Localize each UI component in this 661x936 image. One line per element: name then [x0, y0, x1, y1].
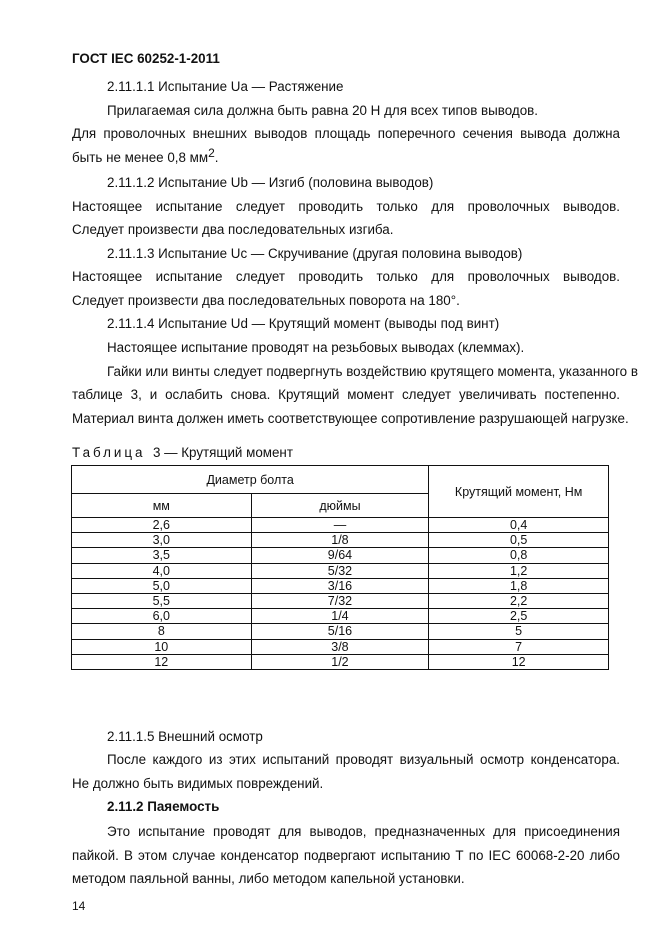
table-row: [72, 654, 609, 669]
paragraph-text: Следует произвести два последовательных поворота на 180°.: [72, 293, 460, 308]
table-cell-in: 1/2: [251, 654, 429, 669]
table-cell-mm: 2,6: [72, 518, 252, 533]
column-header-torque: Крутящий момент, Нм: [429, 466, 609, 518]
table-cell-torque: 2,5: [429, 609, 609, 624]
column-header-inches: дюймы: [251, 494, 429, 518]
paragraph-text: Не должно быть видимых повреждений.: [72, 776, 324, 791]
paragraph-text: Прилагаемая сила должна быть равна 20 Н для всех типов выводов.: [107, 103, 538, 118]
paragraph-text: Настоящее испытание следует проводить только для проволочных выводов.: [72, 199, 620, 214]
paragraph-text: Следует произвести два последовательных изгиба.: [72, 222, 394, 237]
table-row: [72, 578, 609, 593]
table-row: [72, 639, 609, 654]
superscript: 2: [208, 146, 215, 160]
table-cell-torque: 2,2: [429, 593, 609, 608]
table-cell-in: 5/32: [251, 563, 429, 578]
section-heading-2-11-1-4: 2.11.1.4 Испытание Ud — Крутящий момент (выводы под винт): [107, 316, 500, 331]
table-cell-mm: 4,0: [72, 563, 252, 578]
table-row: [72, 609, 609, 624]
section-heading-2-11-1-2: 2.11.1.2 Испытание Ub — Изгиб (половина выводов): [107, 175, 434, 190]
paragraph-text: пайкой. В этом случае конденсатор подвергают испытанию Т по IEC 60068-2-20 либо: [72, 848, 620, 863]
table-row: [72, 593, 609, 608]
table-cell-mm: 3,5: [72, 548, 252, 563]
table-cell-torque: 5: [429, 624, 609, 639]
page-number: 14: [72, 899, 86, 913]
table-row: [72, 518, 609, 533]
table-cell-in: 7/32: [251, 593, 429, 608]
table-cell-torque: 0,5: [429, 533, 609, 548]
table-cell-torque: 0,8: [429, 548, 609, 563]
paragraph-text: Настоящее испытание следует проводить только для проволочных выводов.: [72, 269, 620, 284]
section-heading-2-11-2: 2.11.2 Паяемость: [107, 799, 220, 814]
section-heading-2-11-1-1: 2.11.1.1 Испытание Ua — Растяжение: [107, 79, 344, 94]
torque-table: [71, 465, 609, 670]
paragraph-text: таблице 3, и ослабить снова. Крутящий момент следует увеличивать постепенно.: [72, 387, 620, 402]
table-row: [72, 624, 609, 639]
table-cell-torque: 1,2: [429, 563, 609, 578]
document-header: ГОСТ IEC 60252-1-2011: [72, 51, 220, 66]
table-cell-mm: 8: [72, 624, 252, 639]
paragraph-text: Настоящее испытание проводят на резьбовых выводах (клеммах).: [107, 340, 525, 355]
paragraph-text: методом паяльной ванны, либо методом капельной установки.: [72, 871, 465, 886]
table-cell-mm: 6,0: [72, 609, 252, 624]
column-header-mm: мм: [72, 494, 252, 518]
table-cell-in: —: [251, 518, 429, 533]
paragraph-text: Это испытание проводят для выводов, предназначенных для присоединения: [107, 824, 620, 839]
table-cell-mm: 10: [72, 639, 252, 654]
table-cell-torque: 1,8: [429, 578, 609, 593]
table-cell-in: 9/64: [251, 548, 429, 563]
paragraph-text: После каждого из этих испытаний проводят визуальный осмотр конденсатора.: [107, 752, 620, 767]
column-group-header: Диаметр болта: [72, 466, 429, 494]
table-row: [72, 563, 609, 578]
table-cell-mm: 5,0: [72, 578, 252, 593]
table-cell-torque: 12: [429, 654, 609, 669]
table-cell-in: 1/8: [251, 533, 429, 548]
table-row: [72, 533, 609, 548]
section-heading-2-11-1-5: 2.11.1.5 Внешний осмотр: [107, 729, 263, 744]
table-row: [72, 548, 609, 563]
section-heading-2-11-1-3: 2.11.1.3 Испытание Uc — Скручивание (другая половина выводов): [107, 246, 523, 261]
paragraph-text: Материал винта должен иметь соответствующее сопротивление разрушающей нагрузке.: [72, 411, 629, 426]
table-cell-in: 1/4: [251, 609, 429, 624]
table-caption: Таблица 3 — Крутящий момент: [72, 445, 293, 460]
table-cell-mm: 3,0: [72, 533, 252, 548]
table-cell-in: 3/16: [251, 578, 429, 593]
table-cell-torque: 0,4: [429, 518, 609, 533]
table-cell-mm: 5,5: [72, 593, 252, 608]
table-cell-in: 3/8: [251, 639, 429, 654]
table-cell-in: 5/16: [251, 624, 429, 639]
table-cell-torque: 7: [429, 639, 609, 654]
paragraph-text: Гайки или винты следует подвергнуть воздействию крутящего момента, указанного в: [107, 364, 638, 379]
paragraph-text: Для проволочных внешних выводов площадь поперечного сечения вывода должна: [72, 126, 620, 141]
paragraph-text: быть не менее 0,8 $мм^2$.: [72, 146, 219, 165]
table-cell-mm: 12: [72, 654, 252, 669]
